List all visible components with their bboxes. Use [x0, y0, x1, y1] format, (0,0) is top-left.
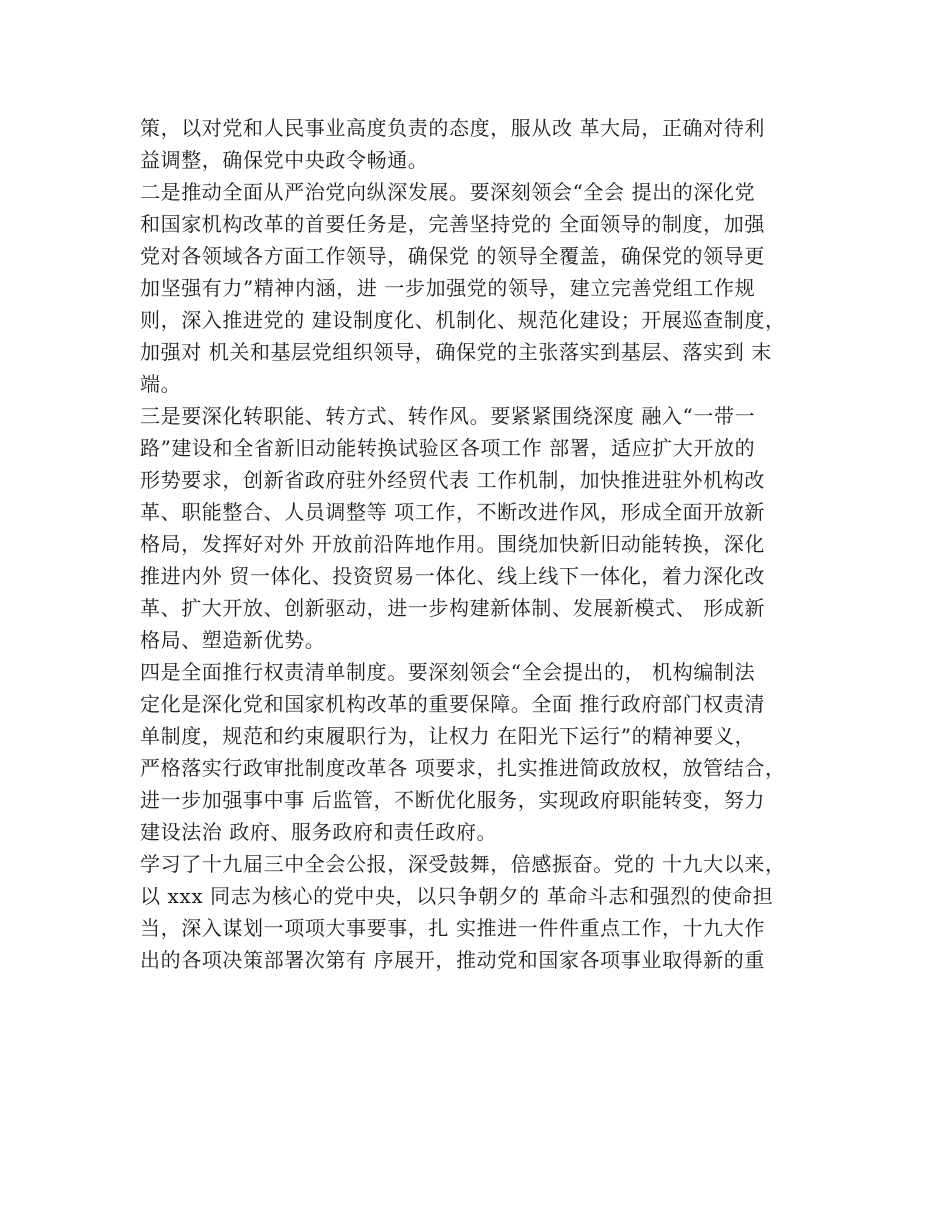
text-line: 格局，发挥好对外 开放前沿阵地作用。围绕加快新旧动能转换，深化	[140, 532, 765, 556]
text-line: 党对各领域各方面工作领导，确保党 的领导全覆盖，确保党的领导更	[140, 244, 765, 268]
text-line: 定化是深化党和国家机构改革的重要保障。全面 推行政府部门权责清	[140, 692, 765, 716]
text-line: 和国家机构改革的首要任务是，完善坚持党的 全面领导的制度，加强	[140, 212, 765, 236]
text-line: 加坚强有力”精神内涵，进 一步加强党的领导，建立完善党组工作规	[140, 276, 756, 300]
text-line: 革、扩大开放、创新驱动，进一步构建新体制、发展新模式、 形成新	[140, 596, 765, 620]
text-line: 二是推动全面从严治党向纵深发展。要深刻领会“全会 提出的深化党	[140, 180, 756, 204]
text-line: 四是全面推行权责清单制度。要深刻领会“全会提出的， 机构编制法	[140, 660, 756, 684]
document-body	[140, 112, 830, 976]
text-line: 以 xxx 同志为核心的党中央，以只争朝夕的 革命斗志和强烈的使命担	[140, 884, 774, 908]
text-line: 益调整，确保党中央政令畅通。	[140, 148, 429, 172]
text-line: 革、职能整合、人员调整等 项工作，不断改进作风，形成全面开放新	[140, 500, 765, 524]
text-line: 进一步加强事中事 后监管，不断优化服务，实现政府职能转变，努力	[140, 788, 765, 812]
text-line: 推进内外 贸一体化、投资贸易一体化、线上线下一体化，着力深化改	[140, 564, 765, 588]
text-line: 端。	[140, 372, 182, 396]
text-line: 单制度，规范和约束履职行为，让权力 在阳光下运行”的精神要义，	[140, 724, 756, 748]
text-line: 三是要深化转职能、转方式、转作风。要紧紧围绕深度 融入“一带一	[140, 404, 756, 428]
text-line: 严格落实行政审批制度改革各 项要求，扎实推进简政放权，放管结合，	[140, 756, 786, 780]
text-line: 建设法治 政府、服务政府和责任政府。	[140, 820, 498, 844]
text-line: 则，深入推进党的 建设制度化、机制化、规范化建设；开展巡查制度，	[140, 308, 786, 332]
text-line: 加强对 机关和基层党组织领导，确保党的主张落实到基层、落实到 末	[140, 340, 772, 364]
text-line: 路”建设和全省新旧动能转换试验区各项工作 部署，适应扩大开放的	[140, 436, 756, 460]
text-line: 学习了十九届三中全会公报，深受鼓舞，倍感振奋。党的 十九大以来，	[140, 852, 786, 876]
text-line: 策，以对党和人民事业高度负责的态度，服从改 革大局，正确对待利	[140, 116, 765, 140]
text-line: 形势要求，创新省政府驻外经贸代表 工作机制，加快推进驻外机构改	[140, 468, 765, 492]
text-line: 出的各项决策部署次第有 序展开，推动党和国家各项事业取得新的重	[140, 948, 765, 972]
text-line: 格局、塑造新优势。	[140, 628, 326, 652]
text-line: 当，深入谋划一项项大事要事，扎 实推进一件件重点工作，十九大作	[140, 916, 765, 940]
